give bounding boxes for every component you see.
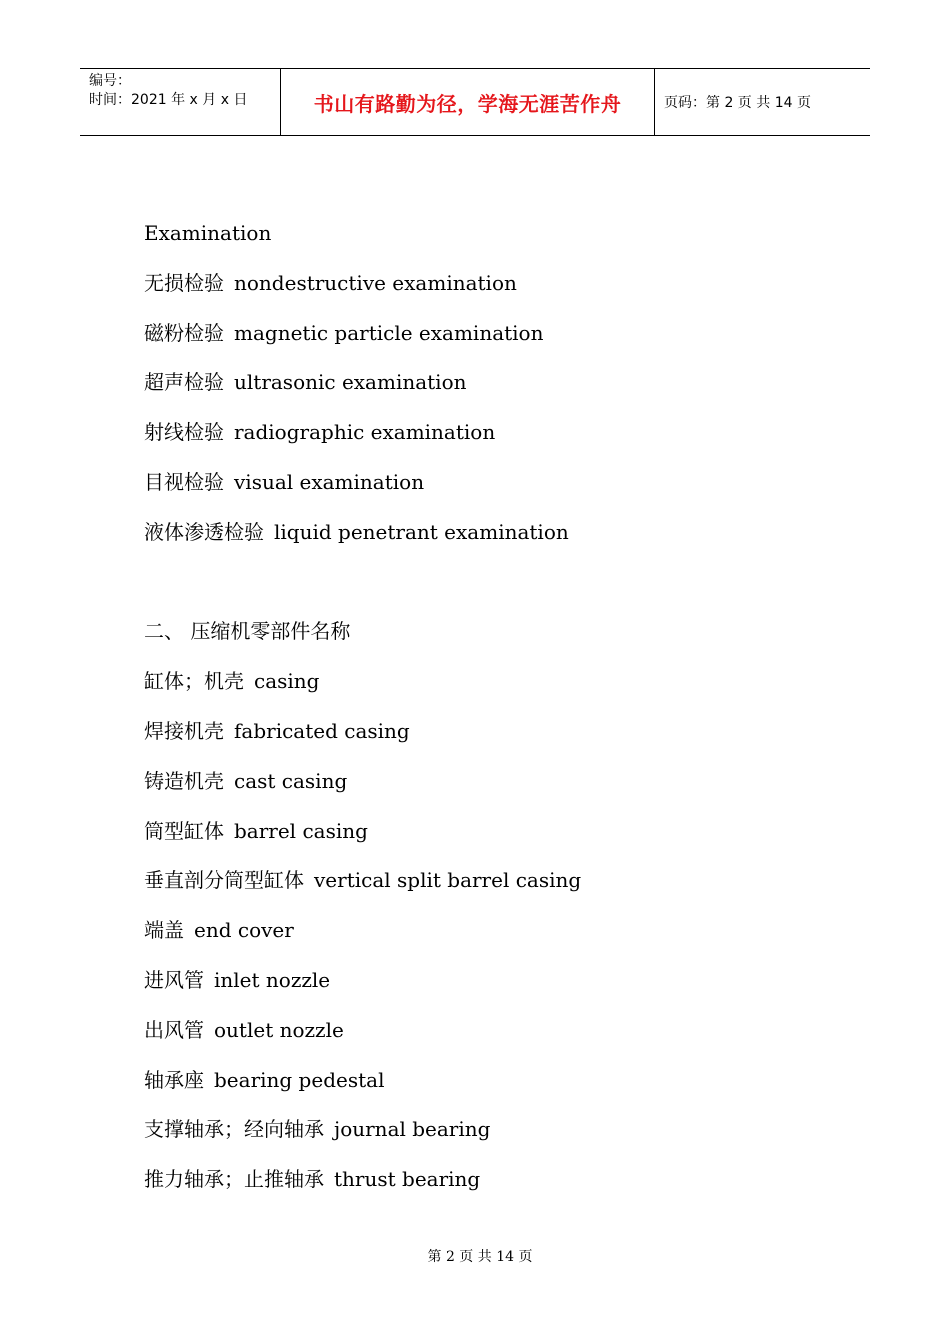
section-title-examination: Examination (144, 221, 272, 245)
term-en: journal bearing (334, 1117, 491, 1142)
term-en: cast casing (234, 768, 348, 793)
term-en: end cover (194, 918, 294, 943)
term-row (144, 1010, 844, 1060)
term-row (144, 1109, 844, 1159)
term-zh: 射线检验 (144, 420, 224, 445)
term-row (144, 661, 844, 711)
date-line: 时间：2021 年 x 月 x 日 (89, 92, 248, 108)
term-zh: 筒型缸体 (144, 818, 224, 843)
header-motto: 书山有路勤为径，学海无涯苦作舟 (313, 91, 622, 116)
term-row (144, 761, 844, 811)
term-zh: 支撑轴承；经向轴承 (144, 1117, 324, 1142)
blank-line (144, 562, 844, 612)
section-title-components: 二、 压缩机零部件名称 (144, 619, 351, 644)
term-row (144, 313, 844, 363)
term-row (144, 462, 844, 512)
number-label: 编号： (89, 73, 131, 89)
term-row (144, 960, 844, 1010)
header-motto-cell (281, 69, 655, 135)
header-page-info: 页码：第 2 页 共 14 页 (664, 95, 811, 111)
term-zh: 铸造机壳 (144, 768, 224, 793)
term-en: barrel casing (234, 818, 368, 843)
term-en: thrust bearing (334, 1167, 481, 1192)
term-en: radiographic examination (234, 420, 496, 445)
term-zh: 端盖 (144, 918, 184, 943)
term-zh: 超声检验 (144, 370, 224, 395)
term-zh: 目视检验 (144, 469, 224, 494)
term-row (144, 910, 844, 960)
term-zh: 无损检验 (144, 270, 224, 295)
term-zh: 推力轴承；止推轴承 (144, 1167, 324, 1192)
header-meta (80, 69, 281, 135)
term-row (144, 711, 844, 761)
term-en: inlet nozzle (214, 967, 331, 992)
term-row (144, 263, 844, 313)
page-header (80, 68, 870, 136)
term-zh: 液体渗透检验 (144, 519, 264, 544)
term-en: visual examination (234, 469, 425, 494)
term-zh: 焊接机壳 (144, 718, 224, 743)
term-row (144, 512, 844, 562)
term-en: ultrasonic examination (234, 370, 467, 395)
term-row (144, 1159, 844, 1209)
page-footer: 第 2 页 共 14 页 (427, 1249, 533, 1265)
term-en: vertical split barrel casing (314, 868, 582, 893)
term-en: casing (254, 669, 320, 694)
term-en: bearing pedestal (214, 1067, 385, 1092)
term-zh: 轴承座 (144, 1067, 204, 1092)
term-en: fabricated casing (234, 718, 410, 743)
term-row (144, 362, 844, 412)
term-zh: 垂直剖分筒型缸体 (144, 868, 304, 893)
term-en: outlet nozzle (214, 1017, 344, 1042)
document-body (144, 213, 844, 1209)
term-row (144, 412, 844, 462)
term-en: magnetic particle examination (234, 320, 544, 345)
term-zh: 进风管 (144, 967, 204, 992)
term-row (144, 811, 844, 861)
term-zh: 缸体；机壳 (144, 669, 244, 694)
term-zh: 磁粉检验 (144, 320, 224, 345)
term-zh: 出风管 (144, 1017, 204, 1042)
term-en: nondestructive examination (234, 270, 517, 295)
term-en: liquid penetrant examination (274, 519, 569, 544)
term-row (144, 860, 844, 910)
term-row (144, 1060, 844, 1110)
